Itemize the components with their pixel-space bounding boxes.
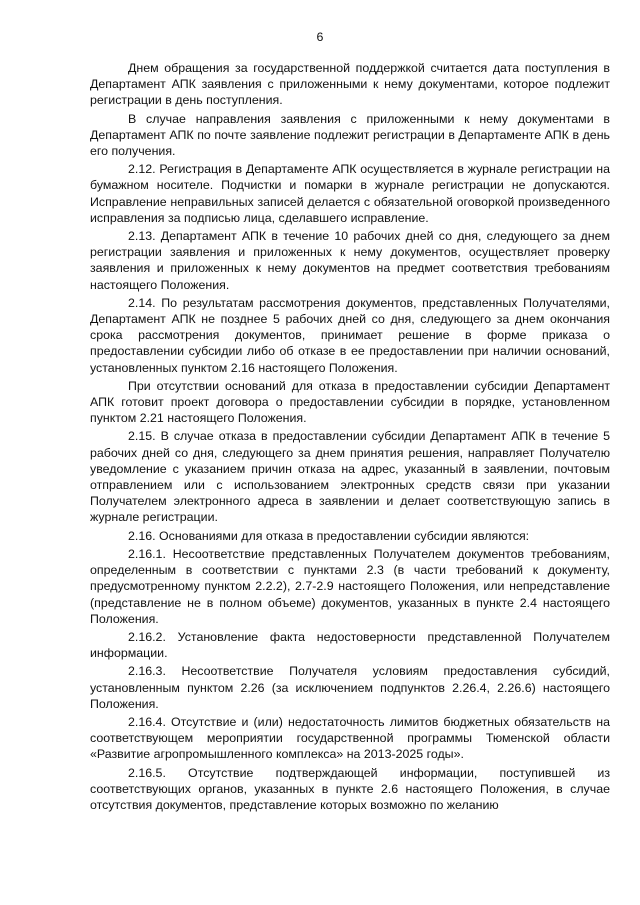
- paragraph-2-16-5: 2.16.5. Отсутствие подтверждающей информации, поступившей из соответствующих органов, указанных в пункте 2.6 настоящего Положения, в случае отсутствия документов, представление которых возможно по желанию: [90, 765, 610, 812]
- paragraph-2-16-3: 2.16.3. Несоответствие Получателя условиям предоставления субсидий, установленным пунктом 2.26 (за исключением подпунктов 2.26.4, 2.26.6) настоящего Положения.: [90, 664, 610, 711]
- paragraph-2-13: 2.13. Департамент АПК в течение 10 рабочих дней со дня, следующего за днем регистрации заявления и приложенных к нему документов, осуществляет проверку заявления и приложенных к нему документов на предмет соответствия требованиям настоящего Положения.: [90, 229, 610, 292]
- page-number: 6: [316, 30, 324, 44]
- paragraph-2-16-1: 2.16.1. Несоответствие представленных Получателем документов требованиям, определенным в соответствии с пунктами 2.3 (в части требований к документу, предусмотренному пунктом 2.2.2), 2.7-2.9 настоящего Положения, или непредставление (представление не в полном объеме) документов, указанных в пункте 2.4 настоящего Положения.: [90, 546, 610, 626]
- paragraph-2-16-2: 2.16.2. Установление факта недостоверности представленной Получателем информации.: [90, 629, 610, 661]
- paragraph-2-15: 2.15. В случае отказа в предоставлении субсидии Департамент АПК в течение 5 рабочих дней со дня, следующего за днем принятия решения, направляет Получателю уведомление с указанием причин отказа на адрес, указанный в заявлении, почтовым отправлением или с использованием электронных средств связи при указании Получателем электронного адреса в заявлении и делает соответствующую запись в журнале регистрации.: [90, 429, 610, 525]
- document-body: [90, 60, 610, 815]
- paragraph-2-16-4: 2.16.4. Отсутствие и (или) недостаточность лимитов бюджетных обязательств на соответствующем мероприятии государственной программы Тюменской области «Развитие агропромышленного комплекса» на 2013-2025 годы».: [90, 714, 610, 762]
- paragraph-application-date: Днем обращения за государственной поддержкой считается дата поступления в Департамент АПК заявления с приложенными к нему документами, которое подлежит регистрации в день поступления.: [90, 61, 610, 108]
- paragraph-2-16: 2.16. Основаниями для отказа в предоставлении субсидии являются:: [128, 528, 530, 543]
- paragraph-postal-submission: В случае направления заявления с приложенными к нему документами в Департамент АПК по почте заявление подлежит регистрации в Департаменте АПК в день его получения.: [90, 111, 610, 159]
- paragraph-contract-draft: При отсутствии оснований для отказа в предоставлении субсидии Департамент АПК готовит проект договора о предоставлении субсидии в порядке, установленном пунктом 2.21 настоящего Положения.: [90, 378, 610, 426]
- paragraph-2-14: 2.14. По результатам рассмотрения документов, представленных Получателями, Департамент АПК не позднее 5 рабочих дней со дня, следующего за днем окончания срока рассмотрения документов, принимает решение в форме приказа о предоставлении субсидии либо об отказе в ее предоставлении при наличии оснований, установленных пунктом 2.16 настоящего Положения.: [90, 295, 610, 375]
- paragraph-2-12: 2.12. Регистрация в Департаменте АПК осуществляется в журнале регистрации на бумажном носителе. Подчистки и помарки в журнале регистрации не допускаются. Исправление неправильных записей делается с обязательной оговоркой произведенного исправления за подписью лица, сделавшего исправление.: [90, 162, 610, 225]
